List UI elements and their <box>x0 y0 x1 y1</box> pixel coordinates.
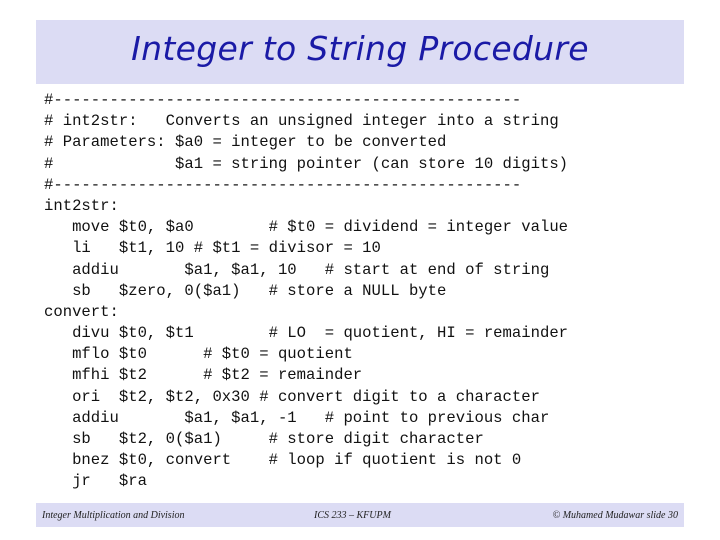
code-line: sb $t2, 0($a1) # store digit character <box>44 430 484 448</box>
code-line: #-------------------------------------------------- <box>44 91 522 109</box>
code-line: # int2str: Converts an unsigned integer into a string <box>44 112 559 131</box>
footer-author-slide: © Muhamed Mudawar slide 30 <box>552 510 678 521</box>
footer-bar <box>36 503 684 527</box>
code-line: ori $t2, $t2, 0x30 # convert digit to a character <box>44 387 540 406</box>
code-line: convert: <box>44 302 119 321</box>
footer-course-topic: Integer Multiplication and Division <box>42 510 185 521</box>
code-line: jr $ra <box>44 472 147 491</box>
code-line: mflo $t0 # $t0 = quotient <box>44 345 353 364</box>
code-line: int2str: <box>44 196 119 215</box>
code-line: # Parameters: $a0 = integer to be converted <box>44 133 447 152</box>
code-line: addiu $a1, $a1, 10 # start at end of string <box>44 260 550 279</box>
code-line: # $a1 = string pointer (can store 10 digits) <box>44 154 569 173</box>
code-block <box>44 90 568 493</box>
code-line: li $t1, 10 # $t1 = divisor = 10 <box>44 239 381 258</box>
code-line: #-------------------------------------------------- <box>44 175 522 194</box>
code-line: bnez $t0, convert # loop if quotient is not 0 <box>44 451 522 470</box>
code-line: divu $t0, $t1 # LO = quotient, HI = remainder <box>44 324 569 343</box>
slide-title: Integer to String Procedure <box>131 29 589 68</box>
code-line: move $t0, $a0 # $t0 = dividend = integer value <box>44 218 569 237</box>
footer-course-code: ICS 233 – KFUPM <box>314 510 391 521</box>
code-line: addiu $a1, $a1, -1 # point to previous char <box>44 408 550 427</box>
code-line: sb $zero, 0($a1) # store a NULL byte <box>44 281 447 300</box>
code-line: mfhi $t2 # $t2 = remainder <box>44 366 363 385</box>
